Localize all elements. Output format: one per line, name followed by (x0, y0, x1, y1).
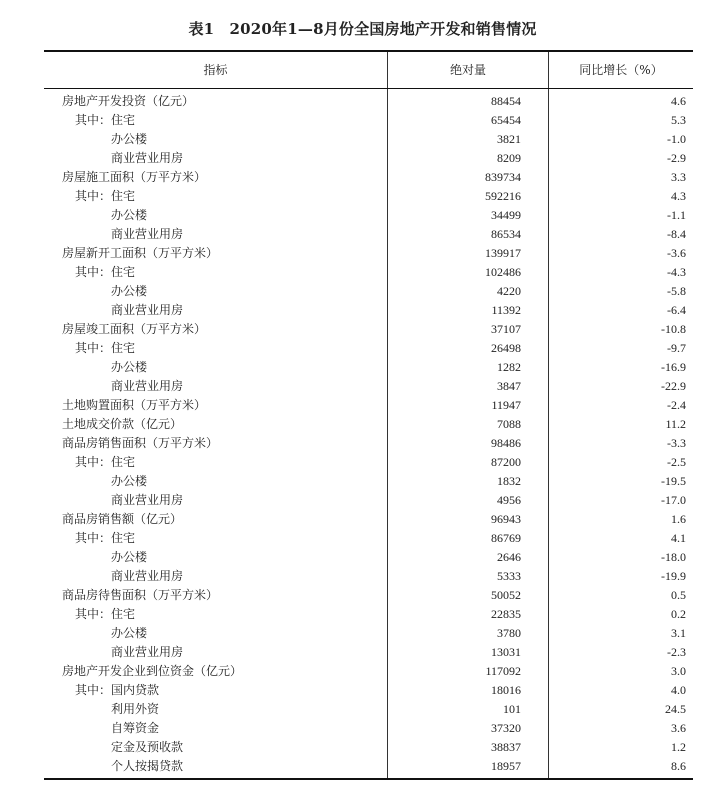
row-absolute-value: 3821 (497, 132, 521, 146)
table-row (44, 643, 693, 662)
table-row (44, 472, 693, 491)
table-row (44, 719, 693, 738)
table-row (44, 263, 693, 282)
table-row (44, 225, 693, 244)
row-absolute-value: 11392 (491, 303, 521, 317)
row-label: 房屋新开工面积（万平方米） (62, 246, 219, 260)
row-absolute-value: 8209 (497, 151, 521, 165)
table-row (44, 738, 693, 757)
row-yoy-growth: -10.8 (661, 322, 686, 336)
row-label: 土地购置面积（万平方米） (62, 398, 207, 412)
header-indicator: 指标 (44, 52, 388, 88)
row-label: 其中：住宅 (75, 265, 136, 279)
row-absolute-value: 88454 (491, 94, 521, 108)
row-label: 房屋竣工面积（万平方米） (62, 322, 207, 336)
row-yoy-growth: 3.0 (671, 664, 686, 678)
table-row (44, 282, 693, 301)
row-yoy-growth: -17.0 (661, 493, 686, 507)
row-yoy-growth: -1.0 (667, 132, 686, 146)
row-yoy-growth: -2.3 (667, 645, 686, 659)
row-yoy-growth: 1.2 (671, 740, 686, 754)
row-yoy-growth: -18.0 (661, 550, 686, 564)
table-row (44, 149, 693, 168)
row-yoy-growth: -5.8 (667, 284, 686, 298)
row-yoy-growth: 4.3 (671, 189, 686, 203)
row-label: 定金及预收款 (111, 740, 184, 754)
table-header (44, 50, 693, 89)
row-label: 商品房待售面积（万平方米） (62, 588, 219, 602)
row-yoy-growth: 3.3 (671, 170, 686, 184)
table-row (44, 301, 693, 320)
table-row (44, 92, 693, 111)
table-row (44, 244, 693, 263)
row-label: 房屋施工面积（万平方米） (62, 170, 207, 184)
row-absolute-value: 102486 (485, 265, 521, 279)
row-label: 房地产开发投资（亿元） (62, 94, 195, 108)
table-row (44, 624, 693, 643)
table-title: 表1 2020年1—8月份全国房地产开发和销售情况 (188, 20, 537, 38)
table-row (44, 320, 693, 339)
row-yoy-growth: 1.6 (671, 512, 686, 526)
row-absolute-value: 65454 (491, 113, 521, 127)
row-yoy-growth: -1.1 (667, 208, 686, 222)
row-label: 其中：住宅 (75, 113, 136, 127)
row-label: 其中：住宅 (75, 455, 136, 469)
row-absolute-value: 7088 (497, 417, 521, 431)
table-row (44, 700, 693, 719)
row-label: 商业营业用房 (111, 151, 184, 165)
row-label: 商业营业用房 (111, 645, 184, 659)
table-row (44, 206, 693, 225)
row-label: 办公楼 (111, 474, 148, 488)
row-absolute-value: 18957 (491, 759, 521, 773)
row-yoy-growth: -2.9 (667, 151, 686, 165)
table-row (44, 358, 693, 377)
table-row (44, 510, 693, 529)
row-label: 商品房销售额（亿元） (62, 512, 183, 526)
row-label: 其中：住宅 (75, 607, 136, 621)
header-absolute-value: 绝对量 (388, 52, 549, 88)
row-absolute-value: 26498 (491, 341, 521, 355)
row-label: 商业营业用房 (111, 303, 184, 317)
row-absolute-value: 87200 (491, 455, 521, 469)
row-yoy-growth: 5.3 (671, 113, 686, 127)
table-row (44, 111, 693, 130)
row-yoy-growth: -3.6 (667, 246, 686, 260)
row-label: 商业营业用房 (111, 379, 184, 393)
row-label: 其中：国内贷款 (75, 683, 160, 697)
row-label: 办公楼 (111, 550, 148, 564)
row-absolute-value: 86769 (491, 531, 521, 545)
row-label: 办公楼 (111, 208, 148, 222)
table-row (44, 757, 693, 776)
row-yoy-growth: 0.2 (671, 607, 686, 621)
row-absolute-value: 4956 (497, 493, 521, 507)
row-absolute-value: 96943 (491, 512, 521, 526)
row-yoy-growth: 24.5 (665, 702, 686, 716)
row-label: 办公楼 (111, 284, 148, 298)
row-label: 利用外资 (111, 702, 160, 716)
row-label: 其中：住宅 (75, 341, 136, 355)
row-absolute-value: 37320 (491, 721, 521, 735)
row-label: 其中：住宅 (75, 531, 136, 545)
row-absolute-value: 1832 (497, 474, 521, 488)
row-label: 土地成交价款（亿元） (62, 417, 183, 431)
row-yoy-growth: -9.7 (667, 341, 686, 355)
row-absolute-value: 5333 (497, 569, 521, 583)
table-row (44, 491, 693, 510)
row-yoy-growth: 4.6 (671, 94, 686, 108)
table-row (44, 605, 693, 624)
row-absolute-value: 4220 (497, 284, 521, 298)
row-label: 办公楼 (111, 132, 148, 146)
row-absolute-value: 86534 (491, 227, 521, 241)
row-label: 个人按揭贷款 (111, 759, 184, 773)
row-yoy-growth: -22.9 (661, 379, 686, 393)
table-row (44, 377, 693, 396)
row-yoy-growth: -8.4 (667, 227, 686, 241)
row-absolute-value: 98486 (491, 436, 521, 450)
row-yoy-growth: -19.5 (661, 474, 686, 488)
row-absolute-value: 34499 (491, 208, 521, 222)
row-absolute-value: 11947 (491, 398, 521, 412)
table-row (44, 187, 693, 206)
header-yoy-growth: 同比增长（%） (579, 63, 663, 77)
table-body (44, 89, 693, 780)
row-yoy-growth: 3.1 (671, 626, 686, 640)
row-yoy-growth: 4.1 (671, 531, 686, 545)
table-row (44, 396, 693, 415)
row-yoy-growth: -2.5 (667, 455, 686, 469)
table-row (44, 548, 693, 567)
row-absolute-value: 592216 (485, 189, 521, 203)
row-yoy-growth: 3.6 (671, 721, 686, 735)
table-row (44, 168, 693, 187)
row-yoy-growth: -3.3 (667, 436, 686, 450)
table-row (44, 529, 693, 548)
row-absolute-value: 3847 (497, 379, 521, 393)
row-absolute-value: 117092 (485, 664, 521, 678)
table-row (44, 681, 693, 700)
row-yoy-growth: 8.6 (671, 759, 686, 773)
table-row (44, 567, 693, 586)
row-absolute-value: 3780 (497, 626, 521, 640)
row-label: 房地产开发企业到位资金（亿元） (62, 664, 243, 678)
row-yoy-growth: -19.9 (661, 569, 686, 583)
row-label: 商业营业用房 (111, 569, 184, 583)
table-row (44, 415, 693, 434)
row-yoy-growth: 0.5 (671, 588, 686, 602)
row-yoy-growth: -6.4 (667, 303, 686, 317)
row-label: 自筹资金 (111, 721, 160, 735)
row-absolute-value: 50052 (491, 588, 521, 602)
row-yoy-growth: 11.2 (665, 417, 686, 431)
row-absolute-value: 18016 (491, 683, 521, 697)
row-yoy-growth: -2.4 (667, 398, 686, 412)
row-label: 商业营业用房 (111, 227, 184, 241)
row-label: 办公楼 (111, 360, 148, 374)
table-row (44, 130, 693, 149)
table-row (44, 339, 693, 358)
row-label: 办公楼 (111, 626, 148, 640)
row-label: 商品房销售面积（万平方米） (62, 436, 219, 450)
row-absolute-value: 2646 (497, 550, 521, 564)
data-table (44, 50, 693, 780)
row-absolute-value: 101 (503, 702, 521, 716)
row-absolute-value: 139917 (485, 246, 521, 260)
row-absolute-value: 1282 (497, 360, 521, 374)
row-label: 其中：住宅 (75, 189, 136, 203)
row-absolute-value: 37107 (491, 322, 521, 336)
row-label: 商业营业用房 (111, 493, 184, 507)
table-row (44, 662, 693, 681)
row-yoy-growth: 4.0 (671, 683, 686, 697)
table-row (44, 586, 693, 605)
table-row (44, 453, 693, 472)
row-absolute-value: 22835 (491, 607, 521, 621)
row-absolute-value: 13031 (491, 645, 521, 659)
row-absolute-value: 38837 (491, 740, 521, 754)
row-yoy-growth: -4.3 (667, 265, 686, 279)
row-absolute-value: 839734 (485, 170, 521, 184)
row-yoy-growth: -16.9 (661, 360, 686, 374)
table-row (44, 434, 693, 453)
